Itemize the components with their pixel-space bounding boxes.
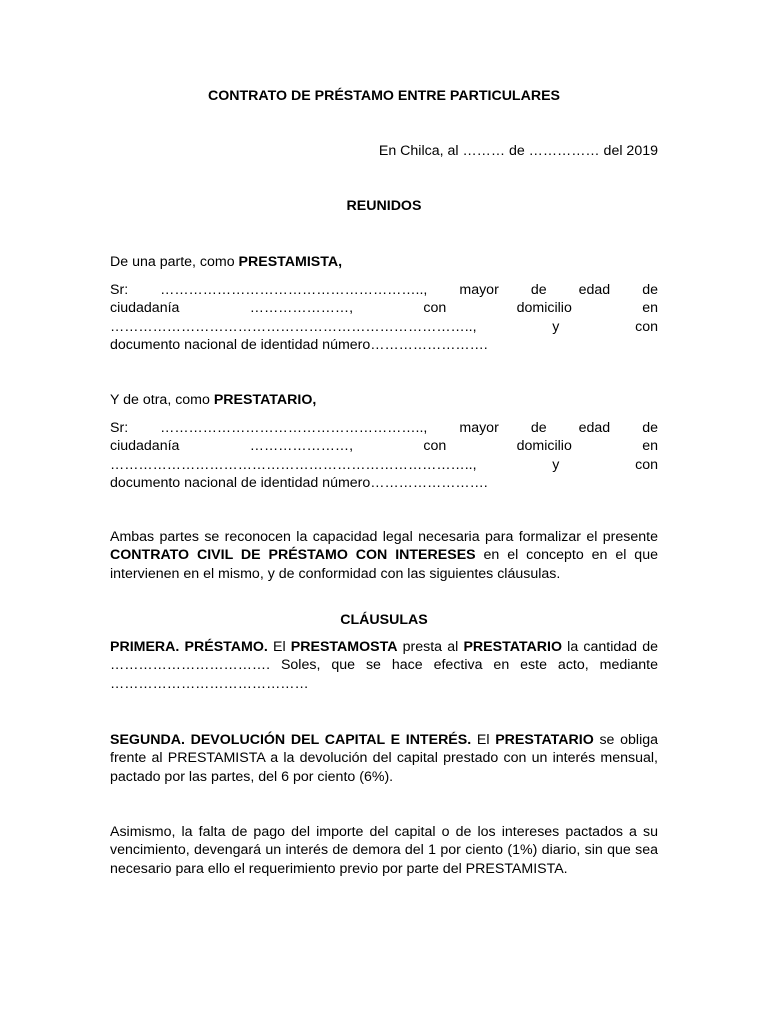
blank-name: ……………………………………………….., xyxy=(160,282,428,298)
word: mayor xyxy=(459,420,499,436)
word: con xyxy=(635,456,658,473)
word: con xyxy=(423,300,447,317)
word: edad xyxy=(578,282,611,298)
word: con xyxy=(635,318,658,335)
prestamista-line-2 xyxy=(110,299,658,317)
prestamista-line-3 xyxy=(110,318,658,336)
segunda-text: se obliga frente al PRESTAMISTA a la devolución del capital prestado con un interés mensual, pactado por las partes, del 6 por ciento (6%). xyxy=(110,732,659,785)
word: con xyxy=(423,438,447,455)
clausula-segunda xyxy=(110,731,658,786)
word: y xyxy=(552,456,560,473)
prestatario-intro-bold: PRESTATARIO, xyxy=(213,392,317,408)
word: ciudadanía xyxy=(110,438,180,455)
blank-citizenship: …………………, xyxy=(249,438,354,455)
prestatario-line-2 xyxy=(110,437,658,455)
ambas-partes-paragraph xyxy=(110,528,658,583)
word: en xyxy=(642,300,658,317)
prestatario-intro xyxy=(110,391,658,409)
primera-bold: PRESTAMOSTA xyxy=(290,639,398,655)
prestatario-line-1 xyxy=(110,419,658,437)
blank-address: ………………………………………………………………….., xyxy=(110,456,477,473)
word: Sr: xyxy=(110,282,129,298)
segunda-text: El xyxy=(471,732,496,748)
prestamista-intro-bold: PRESTAMISTA, xyxy=(238,254,343,270)
prestatario-line-4: documento nacional de identidad número……………………. xyxy=(110,475,488,492)
prestamista-details xyxy=(110,281,658,355)
segunda-heading: SEGUNDA. DEVOLUCIÓN DEL CAPITAL E INTERÉS. xyxy=(110,732,472,748)
word: de xyxy=(642,420,658,436)
word: edad xyxy=(578,420,611,436)
prestamista-intro-text: De una parte, como xyxy=(110,254,239,270)
word: de xyxy=(530,282,547,298)
primera-bold: PRESTATARIO xyxy=(463,639,562,655)
clausulas-heading: CLÁUSULAS xyxy=(340,612,428,628)
reunidos-heading: REUNIDOS xyxy=(346,198,422,214)
prestatario-intro-text: Y de otra, como xyxy=(110,392,214,408)
primera-text: presta al xyxy=(397,639,464,655)
word: y xyxy=(552,318,560,335)
segunda-bold: PRESTATARIO xyxy=(495,732,594,748)
ambas-text-2: en el concepto en el que intervienen en el mismo, y de conformidad con las siguientes cláusulas. xyxy=(110,547,658,582)
word: Sr: xyxy=(110,420,129,436)
blank-name: ……………………………………………….., xyxy=(160,420,428,436)
word: de xyxy=(530,420,547,436)
word: domicilio xyxy=(516,438,572,455)
clausula-primera xyxy=(110,638,658,693)
word: de xyxy=(642,282,658,298)
prestamista-line-4: documento nacional de identidad número……………………. xyxy=(110,337,488,354)
date-line: En Chilca, al ……… de …………… del 2019 xyxy=(378,143,658,159)
document-title: CONTRATO DE PRÉSTAMO ENTRE PARTICULARES xyxy=(207,88,561,104)
blank-citizenship: …………………, xyxy=(249,300,354,317)
word: en xyxy=(642,438,658,455)
ambas-text-1: Ambas partes se reconocen la capacidad legal necesaria para formalizar el presente xyxy=(110,529,658,545)
primera-heading: PRIMERA. PRÉSTAMO. xyxy=(110,639,268,655)
word: ciudadanía xyxy=(110,300,180,317)
word: mayor xyxy=(459,282,499,298)
ambas-bold: CONTRATO CIVIL DE PRÉSTAMO CON INTERESES xyxy=(110,547,476,564)
blank-address: ………………………………………………………………….., xyxy=(110,318,477,335)
asimismo-paragraph: Asimismo, la falta de pago del importe del capital o de los intereses pactados a su vencimiento, devengará un interés de demora del 1 por ciento (1%) diario, sin que sea necesario para ello el requerimiento previo por parte del PRESTAMISTA. xyxy=(110,824,658,877)
prestatario-line-3 xyxy=(110,456,658,474)
prestatario-details xyxy=(110,419,658,493)
primera-text: la cantidad de ……………………………. Soles, que se hace efectiva en este acto, mediante …………………………………… xyxy=(110,639,658,692)
primera-text: El xyxy=(267,639,291,655)
word: domicilio xyxy=(516,300,572,317)
prestamista-intro xyxy=(110,253,658,271)
prestamista-line-1 xyxy=(110,281,658,299)
